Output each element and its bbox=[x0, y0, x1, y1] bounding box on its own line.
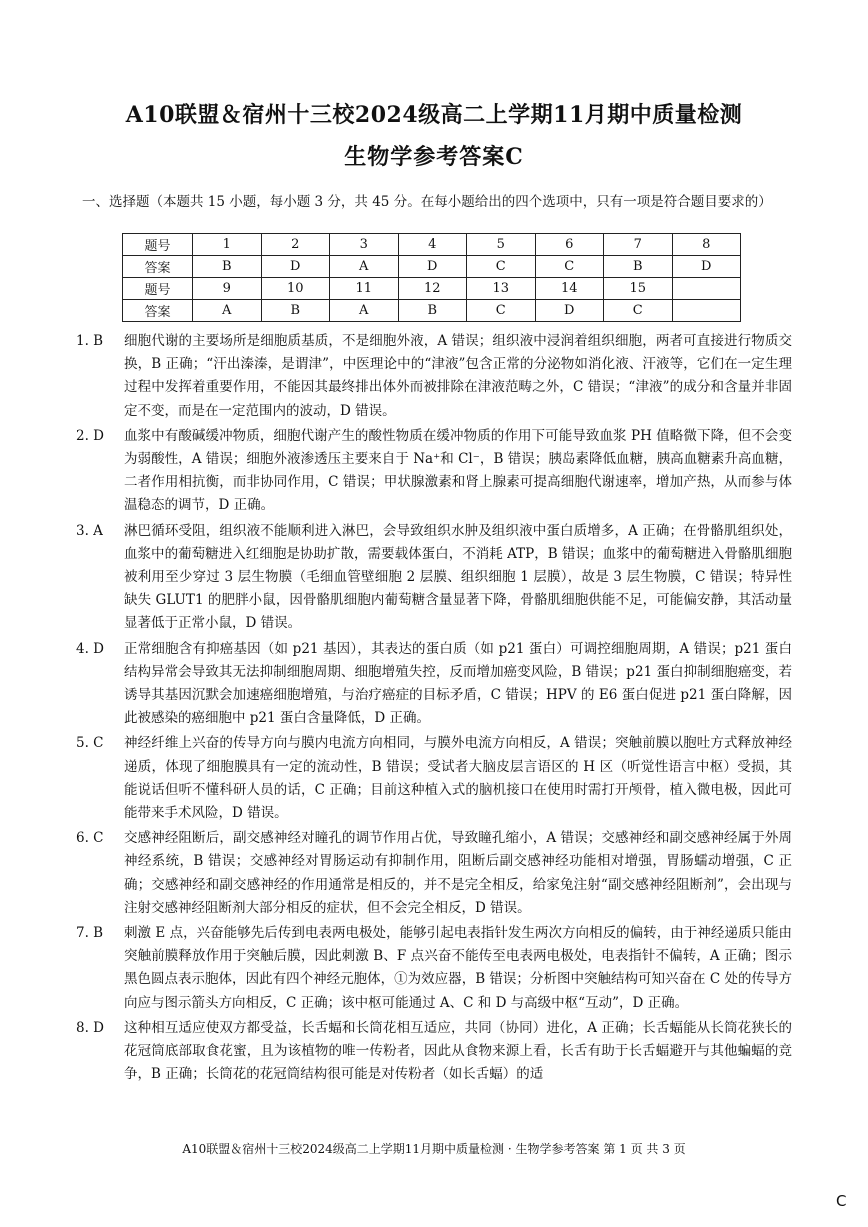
answer-table-cell: 7 bbox=[604, 234, 673, 256]
answer-table-label: 答案 bbox=[123, 256, 193, 278]
explanation-item bbox=[76, 922, 792, 1015]
answer-table-cell: 3 bbox=[330, 234, 399, 256]
explanation-list bbox=[76, 330, 792, 1089]
answer-table-cell: D bbox=[535, 300, 604, 322]
answer-table-cell: 8 bbox=[672, 234, 741, 256]
answer-table-cell: D bbox=[672, 256, 741, 278]
answer-table-cell: 9 bbox=[193, 278, 262, 300]
answer-table-answer-row bbox=[123, 300, 741, 322]
answer-table-cell: 11 bbox=[330, 278, 399, 300]
item-text: 交感神经阻断后，副交感神经对瞳孔的调节作用占优，导致瞳孔缩小，A 错误；交感神经和副交感神经属于外周神经系统，B 错误；交感神经对胃肠运动有抑制作用，阻断后副交感神经功能相对增强，胃肠蠕动增强，C 正确；交感神经和副交感神经的作用通常是相反的，并不是完全相反，给家兔注射“副交感神经阻断剂”，会出现与注射交感神经阻断剂大部分相反的症状，但不会完全相反，D 错误。 bbox=[124, 830, 792, 916]
answer-table-cell: A bbox=[330, 256, 399, 278]
item-number: 3. A bbox=[76, 522, 103, 539]
answer-table-cell bbox=[672, 278, 741, 300]
explanation-item bbox=[76, 1017, 792, 1087]
answer-table-label: 题号 bbox=[123, 278, 193, 300]
answer-table-cell: C bbox=[604, 300, 673, 322]
answer-table-cell: 13 bbox=[467, 278, 536, 300]
item-text: 这种相互适应使双方都受益，长舌蝠和长筒花相互适应，共同（协同）进化，A 正确；长舌蝠能从长筒花狭长的花冠筒底部取食花蜜，且为该植物的唯一传粉者，因此从食物来源上看，长舌有助于长舌蝠避开与其他蝙蝠的竞争，B 正确；长筒花的花冠筒结构很可能是对传粉者（如长舌蝠）的适 bbox=[124, 1019, 792, 1083]
item-number: 5. C bbox=[76, 735, 104, 752]
answer-table-cell bbox=[672, 300, 741, 322]
answer-table-cell: 12 bbox=[398, 278, 467, 300]
item-number: 1. B bbox=[76, 333, 104, 349]
answer-table-cell: B bbox=[193, 256, 262, 278]
item-text: 神经纤维上兴奋的传导方向与膜内电流方向相同，与膜外电流方向相反，A 错误；突触前膜以胞吐方式释放神经递质，体现了细胞膜具有一定的流动性，B 错误；受试者大脑皮层言语区的 H 区（听觉性语言中枢）受损，其能说话但听不懂科研人员的话，C 正确；目前这种植入式的脑机接口在使用时需打开颅骨，植入微电极，因此可能带来手术风险，D 错误。 bbox=[124, 735, 792, 822]
answer-table-cell: 2 bbox=[261, 234, 330, 256]
answer-table-cell: D bbox=[261, 256, 330, 278]
item-number: 2. D bbox=[76, 427, 104, 444]
item-text: 细胞代谢的主要场所是细胞质基质，不是细胞外液，A 错误；组织液中浸润着组织细胞，两者可直接进行物质交换，B 正确；“汗出溱溱，是谓津”，中医理论中的“津液”包含正常的分泌物如消化液、汗液等，它们在一定生理过程中发挥着重要作用，不能因其最终排出体外而被排除在津液范畴之外，C 错误；“津液”的成分和含量并非固定不变，而是在一定范围内的波动，D 错误。 bbox=[124, 333, 792, 419]
answer-table-number-row bbox=[123, 234, 741, 256]
answer-table-cell: 14 bbox=[535, 278, 604, 300]
answer-table-cell: D bbox=[398, 256, 467, 278]
answer-table-cell: 6 bbox=[535, 234, 604, 256]
item-text: 正常细胞含有抑癌基因（如 p21 基因），其表达的蛋白质（如 p21 蛋白）可调控细胞周期，A 错误；p21 蛋白结构异常会导致其无法抑制细胞周期、细胞增殖失控，反而增加癌变风险，B 错误；p21 蛋白抑制细胞癌变，若诱导其基因沉默会加速癌细胞增殖，与治疗癌症的目标矛盾，C 错误；HPV 的 E6 蛋白促进 p21 蛋白降解，因此被感染的癌细胞中 p21 蛋白含量降低，D 正确。 bbox=[124, 640, 792, 727]
item-text: 淋巴循环受阻，组织液不能顺利进入淋巴，会导致组织水肿及组织液中蛋白质增多，A 正确；在骨骼肌组织处，血浆中的葡萄糖进入红细胞是协助扩散，需要载体蛋白，不消耗 ATP，B 错误；血浆中的葡萄糖进入骨骼肌细胞被利用至少穿过 3 层生物膜（毛细血管壁细胞 2 层膜、组织细胞 1 层膜），故是 3 层生物膜，C 错误；特异性缺失 GLUT1 的肥胖小鼠，因骨骼肌细胞内葡萄糖含量显著下降，骨骼肌细胞供能不足，可能偏安静，其活动量显著低于正常小鼠，D 错误。 bbox=[124, 522, 792, 632]
item-number: 4. D bbox=[76, 640, 104, 657]
answer-table-cell: C bbox=[535, 256, 604, 278]
answer-table-cell: 5 bbox=[467, 234, 536, 256]
answer-table-label: 题号 bbox=[123, 234, 193, 256]
explanation-item bbox=[76, 732, 792, 825]
item-number: 6. C bbox=[76, 830, 104, 847]
answer-table-answer-row bbox=[123, 256, 741, 278]
explanation-item bbox=[76, 330, 792, 423]
answer-table-cell: 1 bbox=[193, 234, 262, 256]
answer-table-cell: A bbox=[330, 300, 399, 322]
answer-table-cell: A bbox=[193, 300, 262, 322]
answer-table-cell: 10 bbox=[261, 278, 330, 300]
answer-table-cell: 15 bbox=[604, 278, 673, 300]
item-number: 8. D bbox=[76, 1019, 104, 1036]
answer-table-cell: C bbox=[467, 300, 536, 322]
explanation-item bbox=[76, 638, 792, 731]
answer-table-cell: 4 bbox=[398, 234, 467, 256]
answer-table-cell: B bbox=[398, 300, 467, 322]
corner-mark: C bbox=[836, 1192, 847, 1210]
explanation-item bbox=[76, 827, 792, 920]
explanation-item bbox=[76, 520, 792, 636]
answer-table bbox=[122, 233, 741, 322]
item-number: 7. B bbox=[76, 925, 104, 942]
answer-table-cell: B bbox=[604, 256, 673, 278]
page-footer: A10联盟＆宿州十三校2024级高二上学期11月期中质量检测 · 生物学参考答案 第 1 页 共 3 页 bbox=[182, 1142, 686, 1156]
item-text: 血浆中有酸碱缓冲物质，细胞代谢产生的酸性物质在缓冲物质的作用下可能导致血浆 PH 值略微下降，但不会变为弱酸性，A 错误；细胞外液渗透压主要来自于 Na⁺和 Cl⁻，B 错误；胰岛素降低血糖，胰高血糖素升高血糖，二者作用相抗衡，而非协同作用，C 错误；甲状腺激素和肾上腺素可提高细胞代谢速率，增加产热，从而参与体温稳态的调节，D 正确。 bbox=[124, 427, 792, 514]
answer-table-label: 答案 bbox=[123, 300, 193, 322]
explanation-item bbox=[76, 425, 792, 518]
document-subtitle: 生物学参考答案C bbox=[344, 144, 524, 170]
section-intro: 一、选择题（本题共 15 小题，每小题 3 分，共 45 分。在每小题给出的四个选项中，只有一项是符合题目要求的） bbox=[82, 194, 772, 210]
answer-table-number-row bbox=[123, 278, 741, 300]
document-title: A10联盟＆宿州十三校2024级高二上学期11月期中质量检测 bbox=[125, 102, 743, 128]
item-text: 刺激 E 点，兴奋能够先后传到电表两电极处，能够引起电表指针发生两次方向相反的偏转，由于神经递质只能由突触前膜释放作用于突触后膜，因此刺激 B、F 点兴奋不能传至电表两电极处，电表指针不偏转，A 正确；图示黑色圆点表示胞体，因此有四个神经元胞体，①为效应器，B 错误；分析图中突触结构可知兴奋在 C 处的传导方向应与图示箭头方向相反，C 正确；该中枢可能通过 A、C 和 D 与高级中枢“互动”，D 正确。 bbox=[124, 925, 792, 1011]
answer-table-cell: B bbox=[261, 300, 330, 322]
answer-table-cell: C bbox=[467, 256, 536, 278]
